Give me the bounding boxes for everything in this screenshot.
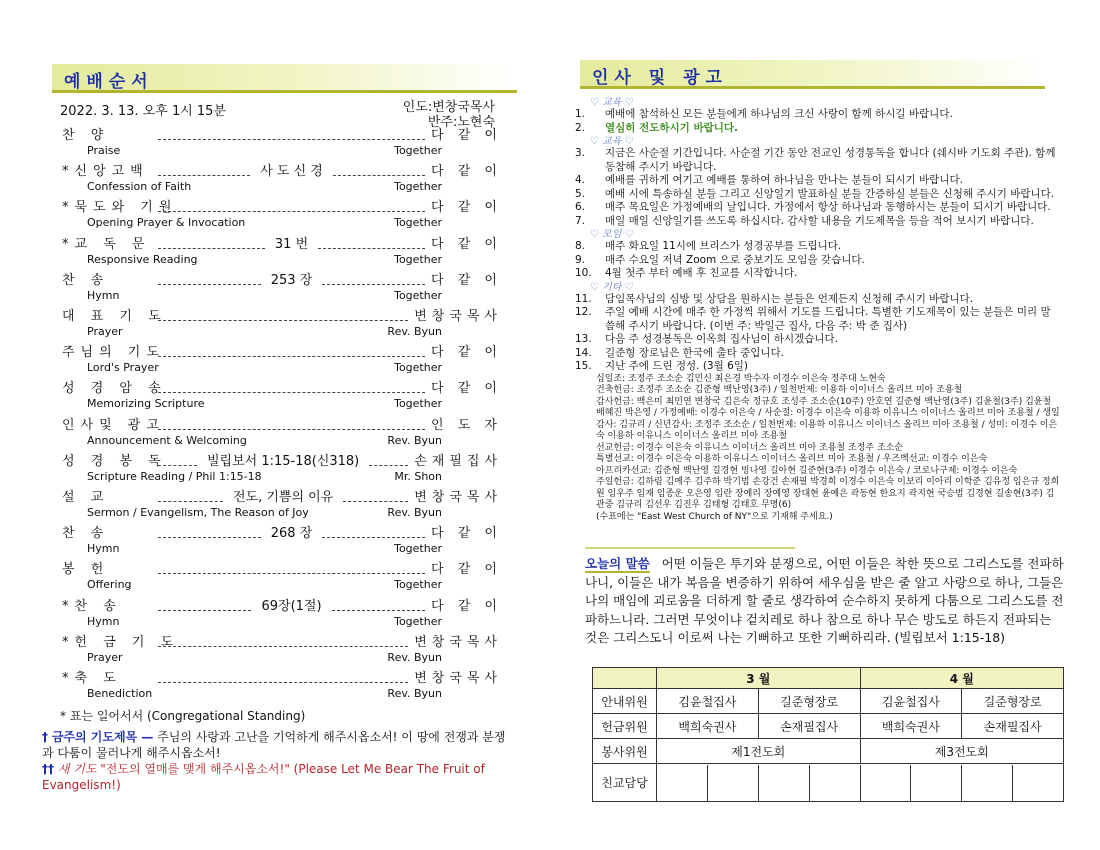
worship-item-name: *신앙고백 xyxy=(62,164,149,180)
worship-item-presenter: 다 같 이 xyxy=(431,598,502,614)
fellowship-slot xyxy=(1013,765,1063,801)
duty-header-row xyxy=(593,668,1064,689)
offering-line: (수표에는 "East West Church of NY"으로 기재해 주세요.) xyxy=(596,511,833,522)
announcement-item xyxy=(575,360,1060,374)
announcement-number: 9. xyxy=(575,253,586,266)
announcement-text: 지금은 사순절 기간입니다. 사순절 기간 동안 전교인 성경통독을 합니다 (쉐시바 기도회 주관). 함께 동참해 주시기 바랍니다. xyxy=(605,147,1056,173)
worship-item-english-name: Prayer xyxy=(87,325,123,338)
new-prayer xyxy=(42,761,512,793)
announcement-text: 매주 수요일 저녁 Zoom 으로 중보기도 모임을 갖습니다. xyxy=(605,253,865,266)
announcements-header xyxy=(580,60,1045,89)
dash-leader xyxy=(158,356,425,357)
worship-item-english-name: Opening Prayer & Invocation xyxy=(87,216,246,230)
announcement-item xyxy=(575,333,1060,347)
announcement-item xyxy=(575,253,1060,268)
announcement-item xyxy=(575,346,1060,361)
worship-item-english xyxy=(62,687,502,701)
announcement-text: 매주 화요일 11시에 브리스가 성경공부를 드립니다. xyxy=(605,240,842,252)
worship-item-presenter: 다 같 이 xyxy=(431,164,502,180)
duty-row-label: 친교담당 xyxy=(593,764,657,802)
standing-note: * 표는 일어서서 (Congregational Standing) xyxy=(60,709,306,723)
duty-table xyxy=(592,667,1064,802)
duty-month-header: 3 월 xyxy=(657,668,861,689)
worship-item-detail: 31 번 xyxy=(274,236,309,252)
worship-item xyxy=(62,273,502,307)
worship-item-english-presenter: Rev. Byun xyxy=(387,650,442,664)
worship-item-english-presenter: Together xyxy=(394,614,442,628)
new-prayer-text: "전도의 열매를 맺게 해주시옵소서!" (Please Let Me Bear The Fruit of Evangelism!) xyxy=(42,762,485,792)
announcement-item xyxy=(575,108,1060,122)
offering-line: 특별선교: 이경수 이은숙 이용하 이유니스 이이너스 올리브 미아 조용철 / 우즈벡선교: 이경수 이은숙 xyxy=(596,454,988,464)
worship-item-name: 주님의 기도 xyxy=(62,345,165,361)
worship-item-english xyxy=(62,506,502,520)
prayer-mark: †† xyxy=(42,762,54,776)
announcement-item xyxy=(575,214,1060,229)
service-leader: 인도:변창국목사 xyxy=(402,100,495,115)
worship-item-english xyxy=(62,397,502,411)
worship-item-line xyxy=(62,164,502,180)
worship-item-line xyxy=(62,562,502,578)
worship-item-english xyxy=(62,470,502,484)
dash-leader xyxy=(158,646,408,647)
worship-item-line xyxy=(62,237,502,253)
duty-row xyxy=(593,689,1064,714)
duty-cell: 제3전도회 xyxy=(860,739,1064,764)
worship-item xyxy=(62,418,502,452)
duty-row xyxy=(593,764,1064,802)
worship-item-detail: 69장(1절) xyxy=(261,598,322,614)
order-of-worship-header xyxy=(52,64,517,93)
worship-item-english-presenter: Together xyxy=(394,542,442,556)
announcement-item xyxy=(575,267,1060,281)
worship-item-presenter: 다 같 이 xyxy=(431,562,502,578)
worship-item-name: 인사및 광고 xyxy=(62,417,165,433)
worship-item-english xyxy=(62,615,502,629)
worship-item-name: 성 경 봉 독 xyxy=(62,453,167,469)
worship-item-detail: 빌립보서 1:15-18(신318) xyxy=(206,453,360,469)
announcement-number: 1. xyxy=(575,108,586,120)
dash-leader xyxy=(158,429,425,430)
duty-cell: 제1전도회 xyxy=(657,739,861,764)
worship-item-english xyxy=(62,253,502,267)
dash-leader xyxy=(158,175,250,176)
duty-corner-cell xyxy=(593,668,657,689)
worship-item xyxy=(62,309,502,343)
worship-item-english-name: Confession of Faith xyxy=(87,180,192,194)
fellowship-slot xyxy=(962,765,1013,801)
dash-leader xyxy=(343,501,408,502)
service-accompanist: 반주:노현숙 xyxy=(427,115,495,130)
worship-item-presenter: 다 같 이 xyxy=(431,381,502,397)
duty-month-header: 4 월 xyxy=(860,668,1064,689)
dash-leader xyxy=(158,610,251,611)
worship-item-english xyxy=(62,325,502,339)
worship-item-line xyxy=(62,526,502,542)
worship-item-english-name: Offering xyxy=(87,578,132,592)
dash-leader xyxy=(322,537,425,538)
worship-item-english-presenter: Rev. Byun xyxy=(387,325,442,338)
worship-item-name: *헌 금 기 도 xyxy=(62,634,180,650)
worship-item-presenter: 변창국목사 xyxy=(414,490,503,505)
worship-item-name: 성 경 암 송 xyxy=(62,381,167,397)
dash-leader xyxy=(318,248,425,249)
announcement-item xyxy=(575,240,1060,254)
divider xyxy=(585,547,795,549)
worship-item xyxy=(62,237,502,271)
fellowship-slot xyxy=(911,765,962,801)
order-of-worship-title: 예배순서 xyxy=(64,72,154,92)
weekly-prayer-label: 금주의 기도제목 — xyxy=(51,730,154,744)
todays-word-label: 오늘의 말씀 xyxy=(585,556,650,571)
worship-item-english-presenter: Together xyxy=(394,397,442,411)
announcement-category: ♡ 기타 ♡ xyxy=(590,281,634,293)
announcement-category: ♡ 모임 ♡ xyxy=(590,229,634,240)
worship-item-english-name: Announcement & Welcoming xyxy=(87,433,247,447)
worship-item-english-presenter: Rev. Byun xyxy=(387,687,442,700)
worship-item xyxy=(62,381,502,415)
announcement-text: 매일 매일 신앙일기를 쓰도록 하십시다. 감사할 내용을 기도제목을 등을 적어 보시기 바랍니다. xyxy=(605,214,1034,227)
worship-item-english-name: Praise xyxy=(87,144,121,157)
worship-item-english xyxy=(62,289,502,303)
dash-leader xyxy=(158,573,425,574)
dash-leader xyxy=(322,284,425,285)
worship-item-presenter: 변창국목사 xyxy=(414,309,502,324)
offering-line: 선교헌금: 이경수 이은숙 이유니스 이이너스 올리브 미아 조용철 조정주 조소순 xyxy=(596,442,903,453)
weekly-prayer xyxy=(42,729,512,761)
duty-cell: 손재필집사 xyxy=(962,714,1064,739)
worship-item-english-name: Prayer xyxy=(87,650,123,664)
worship-item-name: 대 표 기 도 xyxy=(62,309,167,324)
announcement-number: 6. xyxy=(575,201,586,213)
fellowship-slot xyxy=(708,765,759,801)
worship-item-english-presenter: Rev. Byun xyxy=(387,433,442,447)
announcement-item xyxy=(575,306,1060,333)
worship-item-presenter: 변창국목사 xyxy=(414,634,502,650)
duty-row-label: 봉사위원 xyxy=(593,739,657,764)
worship-item-english-name: Benediction xyxy=(87,687,153,700)
fellowship-slot xyxy=(657,765,708,801)
worship-item-english-presenter: Together xyxy=(394,578,442,592)
worship-item-line xyxy=(62,200,502,216)
worship-item-english-name: Sermon / Evangelism, The Reason of Joy xyxy=(87,506,309,519)
announcement-item xyxy=(575,292,1060,307)
worship-item-english-presenter: Together xyxy=(394,361,442,375)
announcements-column xyxy=(560,0,1100,850)
worship-item-english xyxy=(62,542,502,556)
offering-line: 건축헌금: 조정주 조소순 김준형 백난영(3주) / 일천번제: 이용하 이이너스 올리브 미아 조용철 xyxy=(596,385,963,395)
worship-item-line xyxy=(62,490,502,506)
worship-item-line xyxy=(62,599,502,615)
worship-item-line xyxy=(62,128,502,144)
worship-item-detail: 253 장 xyxy=(270,272,313,288)
worship-item-english xyxy=(62,434,502,448)
duty-cell-empty xyxy=(657,764,1064,802)
worship-item xyxy=(62,454,502,488)
worship-item-presenter: 다 같 이 xyxy=(431,345,502,361)
prayer-mark: † xyxy=(42,730,48,744)
announcement-item xyxy=(575,121,1060,136)
worship-item xyxy=(62,164,502,198)
service-date: 2022. 3. 13. 오후 1시 15분 xyxy=(60,104,227,119)
todays-word-text: 어떤 이들은 투기와 분쟁으로, 어떤 이들은 착한 뜻으로 그리스도를 전파하나니, 이들은 내가 복음을 변증하기 위하여 세우심을 받은 줄 알고 사랑으로 하나, 그들은 나의 매임에 괴로움을 더하게 할 줄로 생각하여 순수하지 못하게 다툼으로 그리스도를 전파하느니라. 그러면 무엇이냐 겉치레로 하나 참으로 하나 무슨 방도로 하든지 전파되는 것은 그리스도니 이로써 나는 기뻐하고 또한 기뻐하리라. (빌립보서 1:15-18) xyxy=(585,556,1064,645)
duty-row xyxy=(593,739,1064,764)
worship-item-name: *교 독 문 xyxy=(62,236,151,252)
announcement-item xyxy=(575,174,1060,188)
worship-item-presenter: 다 같 이 xyxy=(431,272,502,288)
offering-line: 십일조: 조정주 조소순 김민신 최은경 박수자 이경수 이은숙 정주대 노현숙 xyxy=(596,373,886,384)
announcement-number: 5. xyxy=(575,187,586,200)
worship-item xyxy=(62,490,502,524)
offering-line: 감사헌금: 백은미 최민연 변창국 김은숙 정규호 조성주 조소순(10주) 안호연 길준형 백난영(3주) 김윤철(3주) 김윤철 배혜진 박은영 / 가정예배: 이경수 이은숙 / 사순절: 이경수 이은숙 이용하 이유니스 이이너스 올리브 미아 조용철 / 생일감사: 김규리 / 신년감사: 조정주 조소순 / 일천번제: 이용하 이유니스 이이너스 올리브 미아 조용철 / 성미: 이경수 이은숙 이용하 이유니스 이이너스 올리브 미아 조용철 xyxy=(596,396,1060,441)
worship-item-presenter: 다 같 이 xyxy=(431,236,502,252)
weekly-prayer-text: 주님의 사랑과 고난을 기억하게 해주시옵소서! 이 땅에 전쟁과 분쟁과 다툼이 물러나게 해주시옵소서! xyxy=(42,730,506,760)
worship-item-english-name: Hymn xyxy=(87,542,120,556)
announcement-item xyxy=(575,187,1060,202)
worship-item xyxy=(62,526,502,560)
dash-leader xyxy=(158,139,425,140)
worship-item-english xyxy=(62,361,502,375)
offering-line: 아프리카선교: 김준형 백난영 길경현 빙나영 길아현 길준현(3주) 이경수 이은숙 / 코로나구제: 이경수 이은숙 xyxy=(596,465,1018,476)
fellowship-slot xyxy=(810,765,861,801)
announcement-text: 4월 첫주 부터 예배 후 친교를 시작합니다. xyxy=(605,267,798,279)
announcement-number: 11. xyxy=(575,292,592,305)
announcement-item xyxy=(575,201,1060,215)
duty-row-label: 안내위원 xyxy=(593,689,657,714)
worship-item-name: 찬 송 xyxy=(62,526,110,542)
worship-item-english xyxy=(62,651,502,665)
announcement-text: 지난 주에 드린 정성. (3월 6일) xyxy=(605,360,749,372)
worship-item-english-presenter: Mr. Shon xyxy=(394,469,442,483)
worship-item-presenter: 다 같 이 xyxy=(431,526,502,542)
fellowship-slot xyxy=(759,765,810,801)
announcement-number: 12. xyxy=(575,306,592,318)
worship-item-presenter: 손재필집사 xyxy=(414,453,503,469)
announcement-text: 길준형 장로님은 한국에 출타 중입니다. xyxy=(605,346,784,359)
duty-cell: 손재필집사 xyxy=(758,714,860,739)
worship-item-detail: 268 장 xyxy=(270,526,313,542)
worship-item xyxy=(62,128,502,162)
worship-item xyxy=(62,345,502,379)
worship-item-line xyxy=(62,273,502,289)
dash-leader xyxy=(332,610,425,611)
dash-leader xyxy=(333,175,425,176)
worship-item-presenter: 다 같 이 xyxy=(431,200,502,216)
worship-item-presenter: 인 도 자 xyxy=(431,417,502,433)
duty-cell: 길준형장로 xyxy=(962,689,1064,714)
announcement-number: 10. xyxy=(575,267,592,279)
fellowship-slot xyxy=(861,765,912,801)
announcement-text: 예배를 귀하게 여기고 예배를 통하여 하나님을 만나는 분들이 되시기 바랍니다. xyxy=(605,174,963,186)
announcement-number: 2. xyxy=(575,121,586,134)
dash-leader xyxy=(158,284,261,285)
announcement-text: 열심히 전도하시기 바랍니다. xyxy=(605,121,739,134)
announcement-category: ♡ 교육 ♡ xyxy=(590,97,634,108)
worship-item-english-name: Memorizing Scripture xyxy=(87,397,205,411)
announcement-number: 13. xyxy=(575,333,592,345)
worship-item-english-name: Hymn xyxy=(87,614,120,628)
duty-row-label: 헌금위원 xyxy=(593,714,657,739)
worship-item-english xyxy=(62,216,502,230)
worship-item-english-name: Scripture Reading / Phil 1:15-18 xyxy=(87,469,262,483)
dash-leader xyxy=(158,248,265,249)
duty-cell: 백희숙권사 xyxy=(860,714,962,739)
announcement-text: 담임목사님의 심방 및 상담을 원하시는 분들은 언제든지 신청해 주시기 바랍니다. xyxy=(605,292,974,305)
worship-item-english-presenter: Together xyxy=(394,216,442,230)
duty-cell: 김윤철집사 xyxy=(860,689,962,714)
worship-item-english-name: Lord's Prayer xyxy=(87,361,159,375)
announcement-text: 매주 목요일은 가정예배의 날입니다. 가정에서 항상 하나님과 동행하시는 분들이 되시기 바랍니다. xyxy=(605,201,1051,213)
worship-item xyxy=(62,635,502,669)
worship-item-english xyxy=(62,180,502,194)
announcement-text: 다음 주 성경봉독은 이옥희 집사님이 하시겠습니다. xyxy=(605,333,839,345)
fellowship-grid xyxy=(657,765,1063,801)
worship-item-line xyxy=(62,418,502,434)
worship-item-english-presenter: Rev. Byun xyxy=(387,506,442,519)
worship-item-line xyxy=(62,309,502,325)
worship-item-detail: 사 도 신 경 xyxy=(260,164,323,180)
dash-leader xyxy=(158,537,261,538)
worship-item-presenter: 변창국목사 xyxy=(414,671,502,686)
duty-cell: 백희숙권사 xyxy=(657,714,759,739)
announcement-number: 15. xyxy=(575,360,592,372)
dash-leader xyxy=(158,211,425,212)
announcement-text: 예배 시에 특송하실 분들 그리고 신앙일기 발표하실 분들 간증하실 분들은 신청해 주시기 바랍니다. xyxy=(605,187,1055,200)
dash-leader xyxy=(158,465,197,466)
announcement-list xyxy=(575,96,1060,523)
announcement-number: 14. xyxy=(575,346,592,359)
worship-item-english-presenter: Together xyxy=(394,252,442,266)
worship-item-english-name: Hymn xyxy=(87,288,120,302)
dash-leader xyxy=(158,501,223,502)
offering-line: 주일헌금: 김하림 김예주 김주하 박기범 손강건 손재필 박경희 이경수 이은숙 이보리 이아리 이학준 김유정 임은규 정희원 임우주 임재 임종운 오은영 임란 장예리 장예영 장대현 윤예은 곽동현 한요지 곽지현 국승범 김경현 길송현(3주) 김관중 김규리 김선우 김진우 김태형 김태호 무명(6) xyxy=(596,477,1060,510)
announcement-category: ♡ 교육 ♡ xyxy=(590,136,634,147)
worship-item-name: 설 교 xyxy=(62,490,110,505)
worship-item xyxy=(62,200,502,234)
dash-leader xyxy=(158,392,425,393)
announcement-text: 예배에 참석하신 모든 분들에게 하나님의 크신 사랑이 함께 하시길 바랍니다. xyxy=(605,108,953,120)
worship-item-name: 찬 양 xyxy=(62,128,110,143)
order-of-worship-column xyxy=(0,0,540,850)
worship-item-english xyxy=(62,144,502,158)
new-prayer-label: 새 기도 xyxy=(57,762,97,776)
worship-item-line xyxy=(62,454,502,470)
worship-item-english xyxy=(62,578,502,592)
worship-item-english-presenter: Together xyxy=(394,144,442,157)
worship-item-name: *축 도 xyxy=(62,671,122,686)
worship-item xyxy=(62,562,502,596)
leader-block xyxy=(403,100,495,130)
worship-item xyxy=(62,671,502,705)
worship-item-name: 봉 헌 xyxy=(62,562,110,578)
worship-item-line xyxy=(62,671,502,687)
worship-item-name: *찬 송 xyxy=(62,598,122,614)
announcement-number: 3. xyxy=(575,147,586,159)
worship-item xyxy=(62,599,502,633)
dash-leader xyxy=(369,465,408,466)
announcement-number: 4. xyxy=(575,174,586,186)
announcements-title: 인사 및 광고 xyxy=(592,68,728,88)
announcement-item xyxy=(575,147,1060,174)
announcement-number: 7. xyxy=(575,214,586,227)
worship-item-name: 찬 송 xyxy=(62,272,110,288)
duty-row xyxy=(593,714,1064,739)
worship-item-english-presenter: Together xyxy=(394,180,442,194)
duty-cell: 김윤철집사 xyxy=(657,689,759,714)
announcement-text: 주일 예배 시간에 매주 한 가정씩 위해서 기도를 드립니다. 특별한 기도제목이 있는 분들은 미리 말씀해 주시기 바랍니다. (이번 주: 박일근 집사, 다음 주: 박 준 집사) xyxy=(605,306,1051,332)
worship-item-line xyxy=(62,381,502,397)
worship-item-english-name: Responsive Reading xyxy=(87,252,198,266)
announcement-number: 8. xyxy=(575,240,586,252)
worship-item-name: *묵도와 기원 xyxy=(62,200,178,216)
worship-item-line xyxy=(62,345,502,361)
worship-item-line xyxy=(62,635,502,651)
duty-cell: 길준형장로 xyxy=(758,689,860,714)
dash-leader xyxy=(158,320,408,321)
worship-item-presenter: 다 같 이 xyxy=(431,128,502,143)
worship-item-detail: 전도, 기쁨의 이유 xyxy=(232,490,334,505)
worship-item-english-presenter: Together xyxy=(394,288,442,302)
todays-word xyxy=(585,555,1065,648)
dash-leader xyxy=(158,682,408,683)
